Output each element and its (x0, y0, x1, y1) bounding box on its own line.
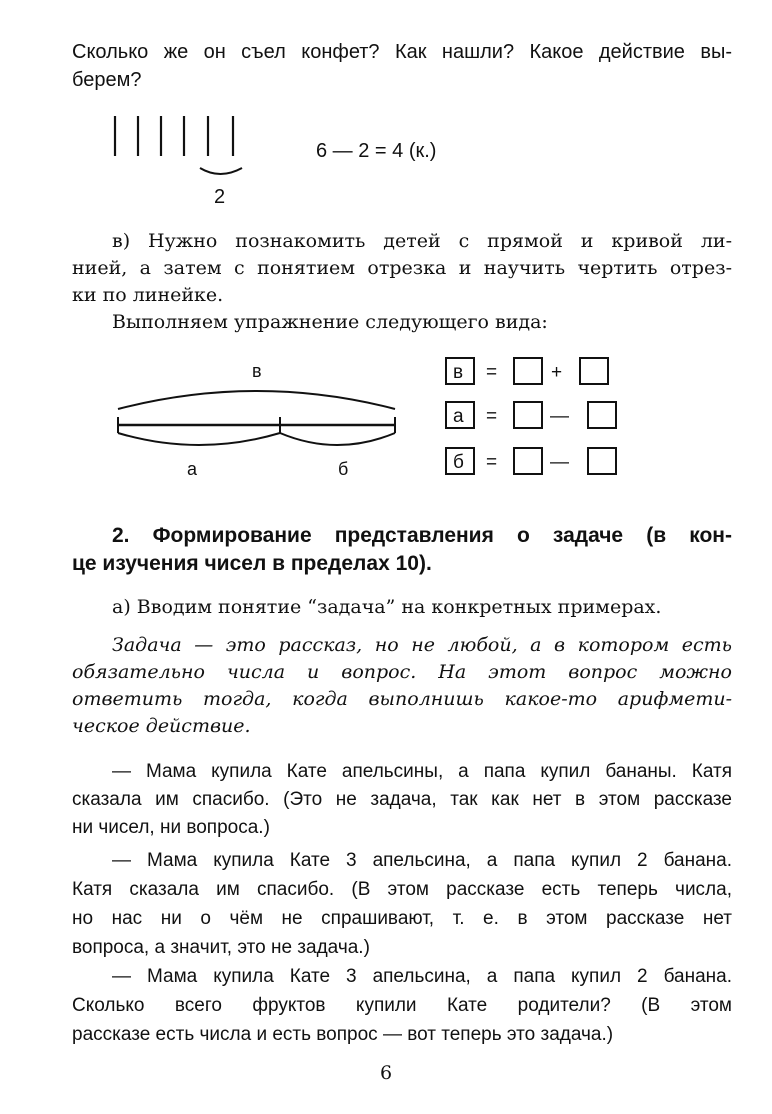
definition-line-3: ответить тогда, когда выполнишь какое-то арифмети- (72, 688, 732, 710)
example-2-line-1: — Мама купила Кате 3 апельсина, а папа купил 2 банана. (112, 850, 732, 871)
label-left: а (187, 459, 198, 479)
definition-line-4: ческое действие. (72, 715, 251, 737)
example-1-line-2: сказала им спасибо. (Это не задача, так как нет в этом рассказе (72, 789, 732, 810)
definition-line-2: обязательно числа и вопрос. На этот вопрос можно (72, 661, 732, 683)
letter-3: б (453, 452, 464, 473)
label-whole: в (252, 361, 262, 381)
section-v (72, 228, 732, 336)
empty-box-1b (580, 358, 608, 384)
arc-whole (118, 391, 395, 409)
op-3: — (550, 452, 569, 473)
section-v-line-3: ки по линейке. (72, 284, 224, 306)
page-number: 6 (379, 1062, 393, 1084)
empty-box-2a (514, 402, 542, 428)
example-3-line-3: рассказе есть числа и есть вопрос — вот теперь это задача.) (72, 1024, 614, 1045)
equals-2: = (486, 406, 498, 427)
op-2: — (550, 406, 569, 427)
empty-box-2b (588, 402, 616, 428)
definition (72, 632, 732, 740)
definition-line-1: Задача — это рассказ, но не любой, а в котором есть (112, 634, 732, 656)
example-1-line-3: ни чисел, ни вопроса.) (72, 817, 270, 838)
segment-diagram (100, 355, 420, 485)
letter-2: а (453, 406, 464, 427)
intro-paragraph (72, 38, 732, 94)
letter-1: в (453, 362, 464, 383)
equation-boxes (440, 352, 640, 480)
example-3 (72, 962, 732, 1049)
label-right: б (338, 459, 349, 479)
section-heading (72, 522, 732, 578)
arc-right (280, 433, 395, 445)
example-3-line-2: Сколько всего фруктов купили Кате родители? (В этом (72, 995, 732, 1016)
section-v-line-1: в) Нужно познакомить детей с прямой и кривой ли- (112, 230, 732, 252)
group-label: 2 (214, 186, 226, 208)
example-2 (72, 846, 732, 962)
op-1: + (551, 362, 563, 383)
example-2-line-2: Катя сказала им спасибо. (В этом рассказе есть теперь числа, (72, 879, 732, 900)
empty-box-3a (514, 448, 542, 474)
item-a (72, 594, 732, 621)
section-v-line-2: нией, а затем с понятием отрезка и научить чертить отрез- (72, 257, 732, 279)
example-1-line-1: — Мама купила Кате апельсины, а папа купил бананы. Катя (112, 761, 732, 782)
equals-1: = (486, 362, 498, 383)
heading-line-2: це изучения чисел в пределах 10). (72, 552, 432, 575)
empty-box-3b (588, 448, 616, 474)
exercise-intro: Выполняем упражнение следующего вида: (112, 311, 548, 333)
equals-3: = (486, 452, 498, 473)
item-a-text: а) Вводим понятие “задача” на конкретных примерах. (112, 596, 662, 618)
sticks-diagram (100, 108, 520, 213)
equation: 6 — 2 = 4 (к.) (316, 140, 437, 162)
intro-line-2: берем? (72, 69, 142, 91)
empty-box-1a (514, 358, 542, 384)
intro-line-1: Сколько же он съел конфет? Как нашли? Какое действие вы- (72, 41, 732, 63)
example-1 (72, 758, 732, 842)
example-2-line-4: вопроса, а значит, это не задача.) (72, 937, 370, 958)
heading-line-1: 2. Формирование представления о задаче (в кон- (112, 524, 732, 547)
group-brace (200, 168, 242, 174)
example-3-line-1: — Мама купила Кате 3 апельсина, а папа купил 2 банана. (112, 966, 732, 987)
sticks (115, 116, 233, 156)
example-2-line-3: но нас ни о чём не спрашивают, т. е. в этом рассказе нет (72, 908, 732, 929)
arc-left (118, 433, 280, 445)
